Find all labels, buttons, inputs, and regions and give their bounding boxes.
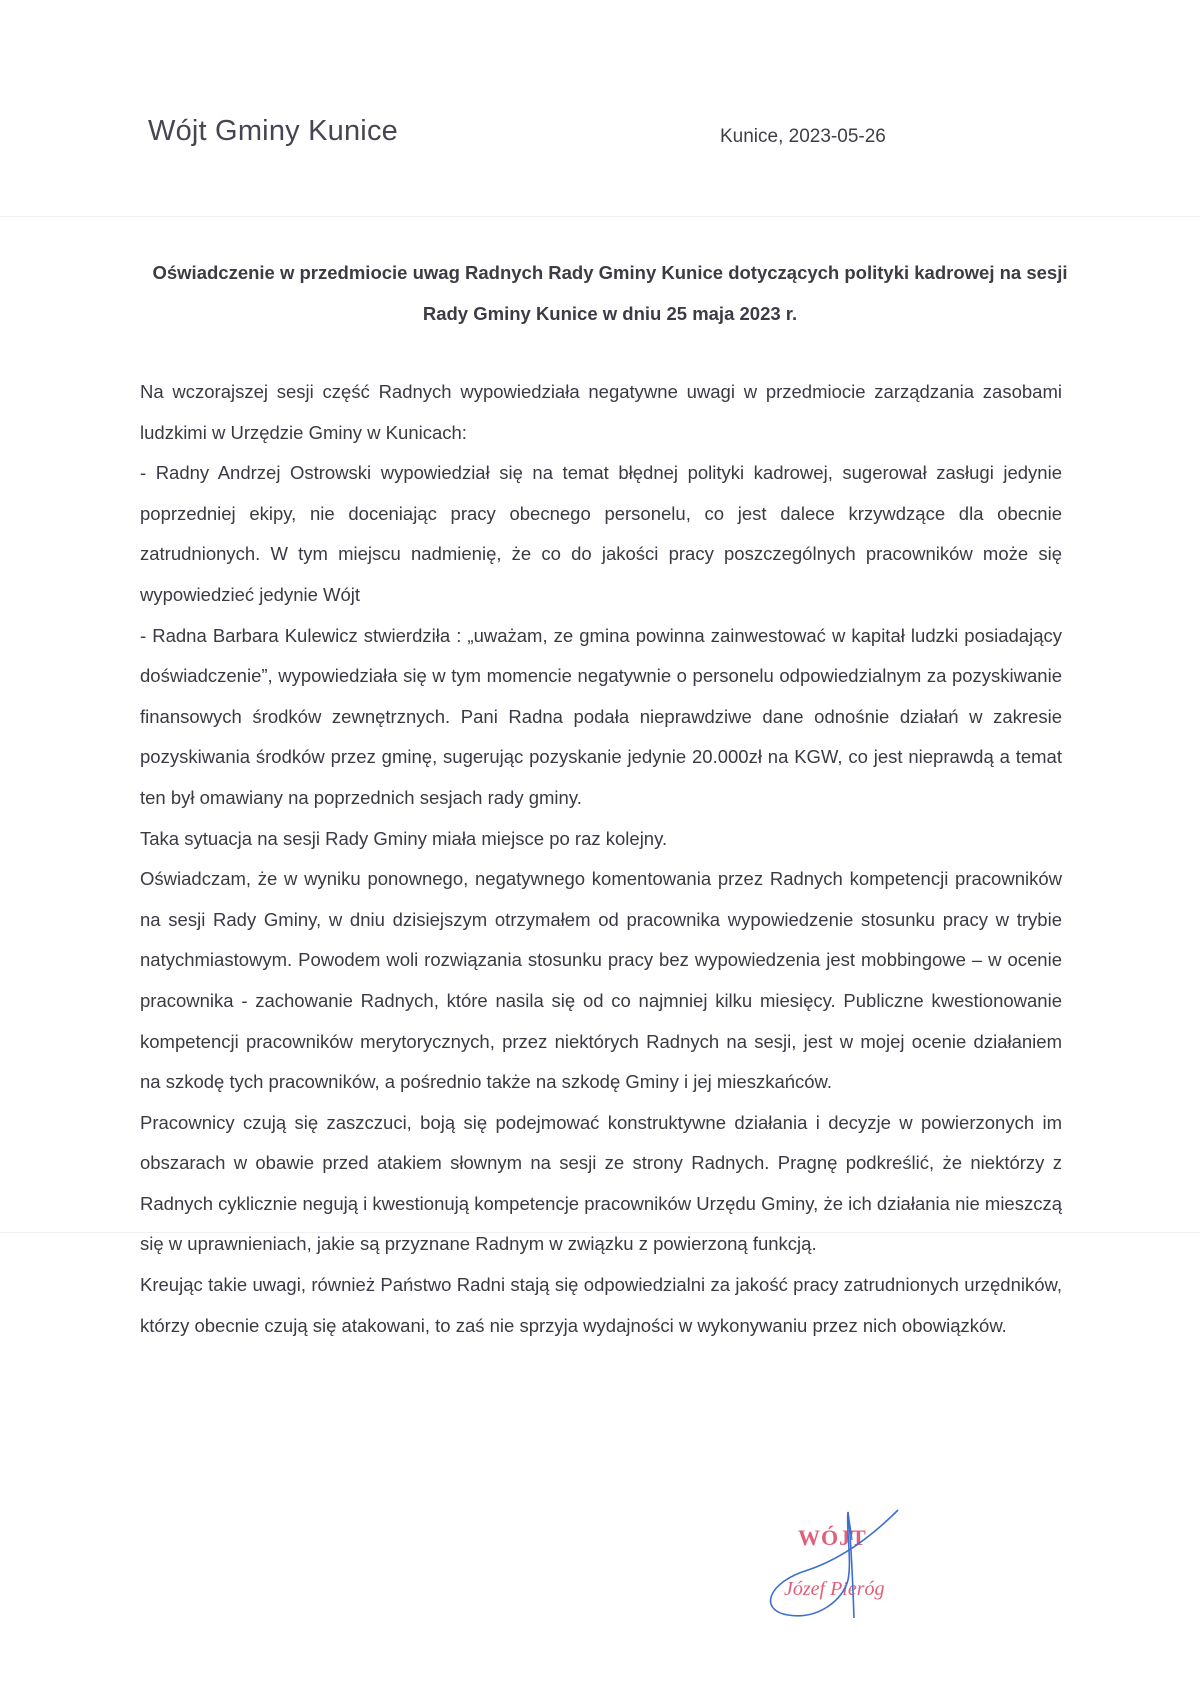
handwritten-signature [748,1500,928,1630]
paragraph: - Radna Barbara Kulewicz stwierdziła : „uważam, ze gmina powinna zainwestować w kapitał ludzki posiadający doświadczenie”, wypowiedziała się w tym momencie negatywnie o personelu odpowiedzialnym za pozyskiwanie finansowych środków zewnętrznych. Pani Radna podała nieprawdziwe dane odnośnie działań w zakresie pozyskiwania środków przez gminę, sugerując pozyskanie jedynie 20.000zł na KGW, co jest nieprawdą a temat ten był omawiany na poprzednich sesjach rady gminy. [140,624,1062,808]
statement-body [140,372,1062,1346]
scan-artifact-line [0,216,1200,217]
stamp-title: WÓJT [798,1525,867,1550]
place-and-date: Kunice, 2023-05-26 [720,126,886,147]
paragraph: Taka sytuacja na sesji Rady Gminy miała miejsce po raz kolejny. [140,827,668,849]
paragraph: - Radny Andrzej Ostrowski wypowiedział się na temat błędnej polityki kadrowej, sugerował zasługi jedynie poprzedniej ekipy, nie doceniając pracy obecnego personelu, co jest dalece krzywdzące dla obecnie zatrudnionych. W tym miejscu nadmienię, że co do jakości pracy poszczególnych pracowników może się wypowiedzieć jedynie Wójt [140,462,1062,605]
paragraph: Kreując takie uwagi, również Państwo Radni stają się odpowiedzialni za jakość pracy zatrudnionych urzędników, którzy obecnie czują się atakowani, to zaś nie sprzyja wydajności w wykonywaniu przez nich obowiązków. [140,1274,1062,1336]
statement-title: Oświadczenie w przedmiocie uwag Radnych Rady Gminy Kunice dotyczących polityki kadrowej na sesji Rady Gminy Kunice w dniu 25 maja 2023 r. [152,262,1068,324]
paragraph: Na wczorajszej sesji część Radnych wypowiedziała negatywne uwagi w przedmiocie zarządzania zasobami ludzkimi w Urzędzie Gminy w Kunicach: [140,381,1062,443]
issuing-authority: Wójt Gminy Kunice [148,115,398,147]
paragraph: Pracownicy czują się zaszczuci, boją się podejmować konstruktywne działania i decyzje w powierzonych im obszarach w obawie przed atakiem słownym na sesji ze strony Radnych. Pragnę podkreślić, że niektórzy z Radnych cyklicznie negują i kwestionują kompetencje pracowników Urzędu Gminy, że ich działania nie mieszczą się w uprawnieniach, jakie są przyznane Radnym w związku z powierzoną funkcją. [140,1111,1063,1255]
paragraph: Oświadczam, że w wyniku ponownego, negatywnego komentowania przez Radnych kompetencji pracowników na sesji Rady Gminy, w dniu dzisiejszym otrzymałem od pracownika wypowiedzenie stosunku pracy w trybie natychmiastowym. Powodem woli rozwiązania stosunku pracy bez wypowiedzenia jest mobbingowe – w ocenie pracownika - zachowanie Radnych, które nasila się od co najmniej kilku miesięcy. Publiczne kwestionowanie kompetencji pracowników merytorycznych, przez niektórych Radnych na sesji, jest w mojej ocenie działaniem na szkodę tych pracowników, a pośrednio także na szkodę Gminy i jej mieszkańców. [140,868,1062,1093]
signature-stamp [748,1500,928,1630]
stamp-name: Józef Pieróg [784,1578,885,1600]
